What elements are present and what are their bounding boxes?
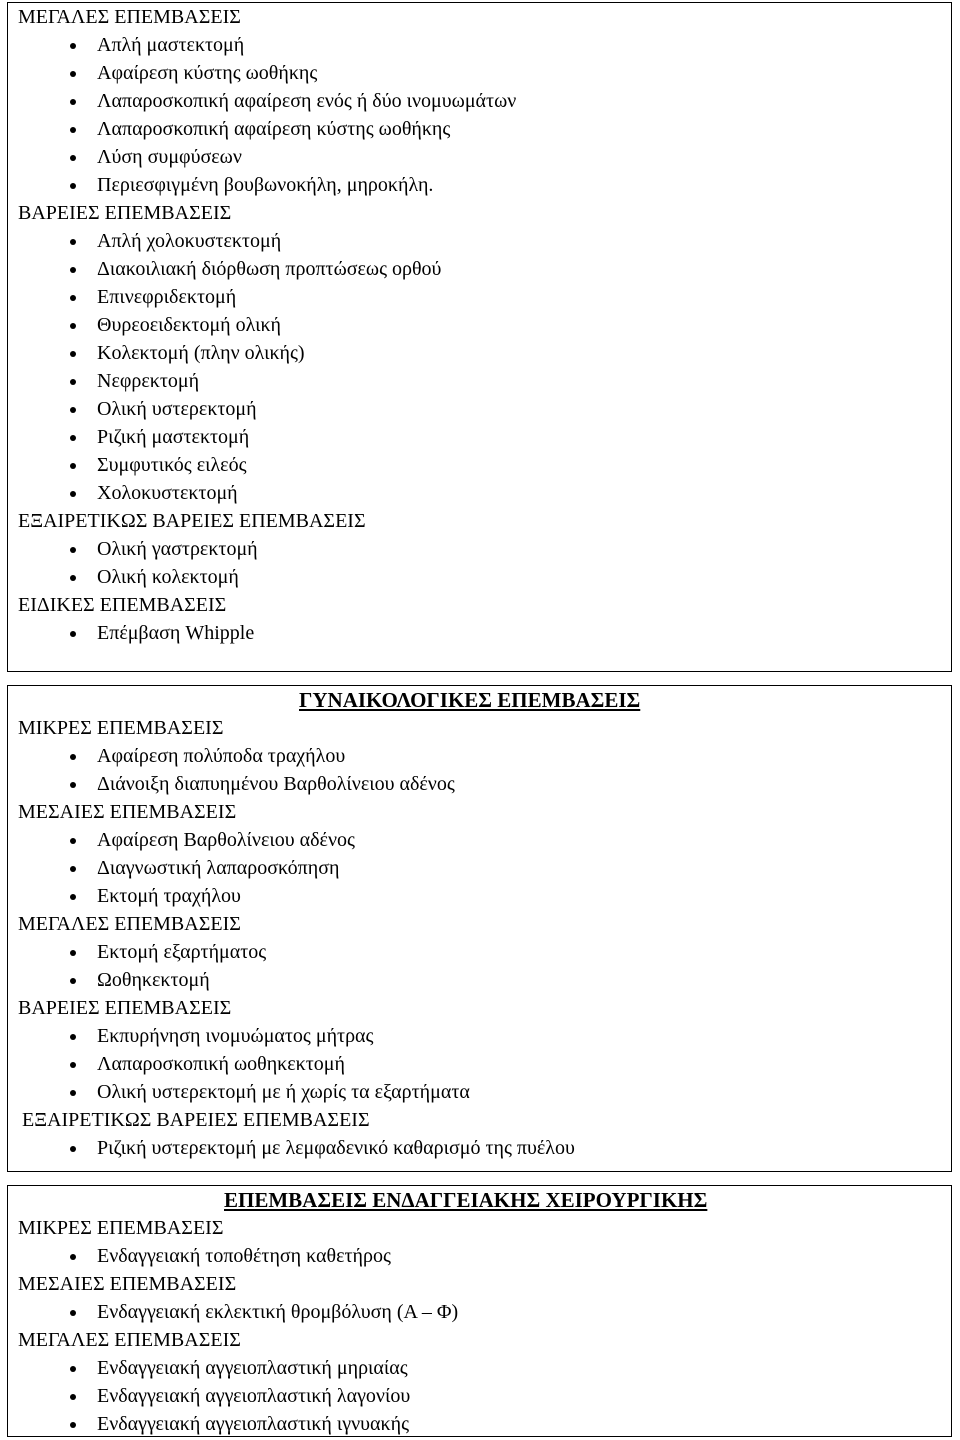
section-heading: ΕΙΔΙΚΕΣ ΕΠΕΜΒΑΣΕΙΣ — [18, 594, 227, 616]
list-item — [18, 143, 941, 171]
list-item — [18, 171, 941, 199]
item-label: Νεφρεκτομή — [97, 370, 200, 392]
list-item — [18, 1382, 941, 1410]
bullet-icon — [70, 323, 76, 329]
section-heading: ΜΙΚΡΕΣ ΕΠΕΜΒΑΣΕΙΣ — [18, 717, 224, 739]
list-item — [18, 311, 941, 339]
general-surgery-list — [18, 3, 941, 647]
bullet-icon — [70, 1090, 76, 1096]
item-label: Αφαίρεση πολύποδα τραχήλου — [97, 745, 346, 767]
bullet-icon — [70, 127, 76, 133]
list-item — [18, 423, 941, 451]
bullet-icon — [70, 1034, 76, 1040]
bullet-icon — [70, 754, 76, 760]
item-label: Ριζική μαστεκτομή — [97, 426, 250, 448]
item-label: Απλή μαστεκτομή — [97, 34, 245, 56]
list-item — [18, 367, 941, 395]
bullet-icon — [70, 295, 76, 301]
bullet-icon — [70, 183, 76, 189]
list-item — [18, 31, 941, 59]
item-label: Διάνοιξη διαπυημένου Βαρθολίνειου αδένος — [97, 773, 455, 795]
list-item — [18, 227, 941, 255]
item-label: Λαπαροσκοπική αφαίρεση κύστης ωοθήκης — [97, 118, 451, 140]
section-heading: ΜΙΚΡΕΣ ΕΠΕΜΒΑΣΕΙΣ — [18, 1217, 224, 1239]
item-label: Λαπαροσκοπική ωοθηκεκτομή — [97, 1053, 345, 1075]
list-item — [18, 87, 941, 115]
bullet-icon — [70, 1366, 76, 1372]
bullet-icon — [70, 838, 76, 844]
gynecology-table — [7, 685, 952, 1172]
item-label: Εκτομή εξαρτήματος — [97, 941, 267, 963]
bullet-icon — [70, 978, 76, 984]
bullet-icon — [70, 43, 76, 49]
list-item — [18, 255, 941, 283]
bullet-icon — [70, 267, 76, 273]
list-item — [18, 283, 941, 311]
item-label: Επέμβαση Whipple — [97, 622, 255, 644]
list-item — [18, 1298, 941, 1326]
list-item — [18, 1134, 941, 1162]
item-label: Συμφυτικός ειλεός — [97, 454, 247, 476]
section-heading: ΜΕΓΑΛΕΣ ΕΠΕΜΒΑΣΕΙΣ — [18, 6, 241, 28]
bullet-icon — [70, 894, 76, 900]
list-item — [18, 115, 941, 143]
endovascular-title: ΕΠΕΜΒΑΣΕΙΣ ΕΝΔΑΓΓΕΙΑΚΗΣ ΧΕΙΡΟΥΡΓΙΚΗΣ — [224, 1188, 708, 1212]
list-item — [18, 59, 941, 87]
general-surgery-table — [7, 2, 952, 672]
bullet-icon — [70, 547, 76, 553]
bullet-icon — [70, 1146, 76, 1152]
bullet-icon — [70, 379, 76, 385]
list-item — [18, 770, 941, 798]
bullet-icon — [70, 351, 76, 357]
item-label: Ωοθηκεκτομή — [97, 969, 210, 991]
item-label: Θυρεοειδεκτομή ολική — [97, 314, 281, 336]
bullet-icon — [70, 866, 76, 872]
item-label: Λαπαροσκοπική αφαίρεση ενός ή δύο ινομυωμάτων — [97, 90, 517, 112]
item-label: Ενδαγγειακή αγγειοπλαστική ιγνυακής — [97, 1413, 409, 1435]
item-label: Ενδαγγειακή αγγειοπλαστική μηριαίας — [97, 1357, 408, 1379]
item-label: Αφαίρεση Βαρθολίνειου αδένος — [97, 829, 355, 851]
bullet-icon — [70, 631, 76, 637]
list-item — [18, 1410, 941, 1438]
item-label: Ολική υστερεκτομή με ή χωρίς τα εξαρτήματα — [97, 1081, 470, 1103]
list-item — [18, 395, 941, 423]
bullet-icon — [70, 71, 76, 77]
item-label: Περιεσφιγμένη βουβωνοκήλη, μηροκήλη. — [97, 174, 434, 196]
bullet-icon — [70, 782, 76, 788]
section-heading: ΒΑΡΕΙΕΣ ΕΠΕΜΒΑΣΕΙΣ — [18, 202, 232, 224]
item-label: Κολεκτομή (πλην ολικής) — [97, 342, 305, 364]
item-label: Λύση συμφύσεων — [97, 146, 242, 168]
gynecology-list — [18, 686, 941, 1162]
bullet-icon — [70, 491, 76, 497]
item-label: Εκπυρήνηση ινομυώματος μήτρας — [97, 1025, 374, 1047]
endovascular-table — [7, 1185, 952, 1437]
bullet-icon — [70, 435, 76, 441]
item-label: Ενδαγγειακή τοποθέτηση καθετήρος — [97, 1245, 391, 1267]
bullet-icon — [70, 1062, 76, 1068]
list-item — [18, 339, 941, 367]
item-label: Διακοιλιακή διόρθωση προπτώσεως ορθού — [97, 258, 442, 280]
section-heading: ΜΕΣΑΙΕΣ ΕΠΕΜΒΑΣΕΙΣ — [18, 801, 237, 823]
item-label: Ριζική υστερεκτομή με λεμφαδενικό καθαρισμό της πυέλου — [97, 1137, 575, 1159]
section-heading: ΜΕΓΑΛΕΣ ΕΠΕΜΒΑΣΕΙΣ — [18, 913, 241, 935]
list-item — [18, 938, 941, 966]
bullet-icon — [70, 463, 76, 469]
list-item — [18, 882, 941, 910]
item-label: Ενδαγγειακή αγγειοπλαστική λαγονίου — [97, 1385, 411, 1407]
list-item — [18, 854, 941, 882]
item-label: Αφαίρεση κύστης ωοθήκης — [97, 62, 318, 84]
list-item — [18, 742, 941, 770]
section-heading: ΕΞΑΙΡΕΤΙΚΩΣ ΒΑΡΕΙΕΣ ΕΠΕΜΒΑΣΕΙΣ — [18, 510, 366, 532]
item-label: Επινεφριδεκτομή — [97, 286, 237, 308]
bullet-icon — [70, 1422, 76, 1428]
item-label: Ολική κολεκτομή — [97, 566, 239, 588]
list-item — [18, 1022, 941, 1050]
bullet-icon — [70, 1310, 76, 1316]
bullet-icon — [70, 1394, 76, 1400]
section-heading: ΕΞΑΙΡΕΤΙΚΩΣ ΒΑΡΕΙΕΣ ΕΠΕΜΒΑΣΕΙΣ — [22, 1109, 370, 1131]
list-item — [18, 826, 941, 854]
list-item — [18, 1078, 941, 1106]
item-label: Ενδαγγειακή εκλεκτική θρομβόλυση (Α – Φ) — [97, 1301, 459, 1323]
bullet-icon — [70, 407, 76, 413]
gynecology-title: ΓΥΝΑΙΚΟΛΟΓΙΚΕΣ ΕΠΕΜΒΑΣΕΙΣ — [299, 688, 641, 712]
endovascular-list — [18, 1186, 941, 1438]
list-item — [18, 619, 941, 647]
item-label: Ολική γαστρεκτομή — [97, 538, 258, 560]
list-item — [18, 1354, 941, 1382]
list-item — [18, 966, 941, 994]
item-label: Χολοκυστεκτομή — [97, 482, 238, 504]
list-item — [18, 1050, 941, 1078]
list-item — [18, 535, 941, 563]
section-heading: ΜΕΣΑΙΕΣ ΕΠΕΜΒΑΣΕΙΣ — [18, 1273, 237, 1295]
list-item — [18, 451, 941, 479]
list-item — [18, 1242, 941, 1270]
bullet-icon — [70, 239, 76, 245]
item-label: Ολική υστερεκτομή — [97, 398, 257, 420]
bullet-icon — [70, 155, 76, 161]
bullet-icon — [70, 950, 76, 956]
list-item — [18, 563, 941, 591]
bullet-icon — [70, 575, 76, 581]
bullet-icon — [70, 99, 76, 105]
list-item — [18, 479, 941, 507]
item-label: Διαγνωστική λαπαροσκόπηση — [97, 857, 340, 879]
section-heading: ΜΕΓΑΛΕΣ ΕΠΕΜΒΑΣΕΙΣ — [18, 1329, 241, 1351]
section-heading: ΒΑΡΕΙΕΣ ΕΠΕΜΒΑΣΕΙΣ — [18, 997, 232, 1019]
item-label: Εκτομή τραχήλου — [97, 885, 241, 907]
item-label: Απλή χολοκυστεκτομή — [97, 230, 282, 252]
bullet-icon — [70, 1254, 76, 1260]
